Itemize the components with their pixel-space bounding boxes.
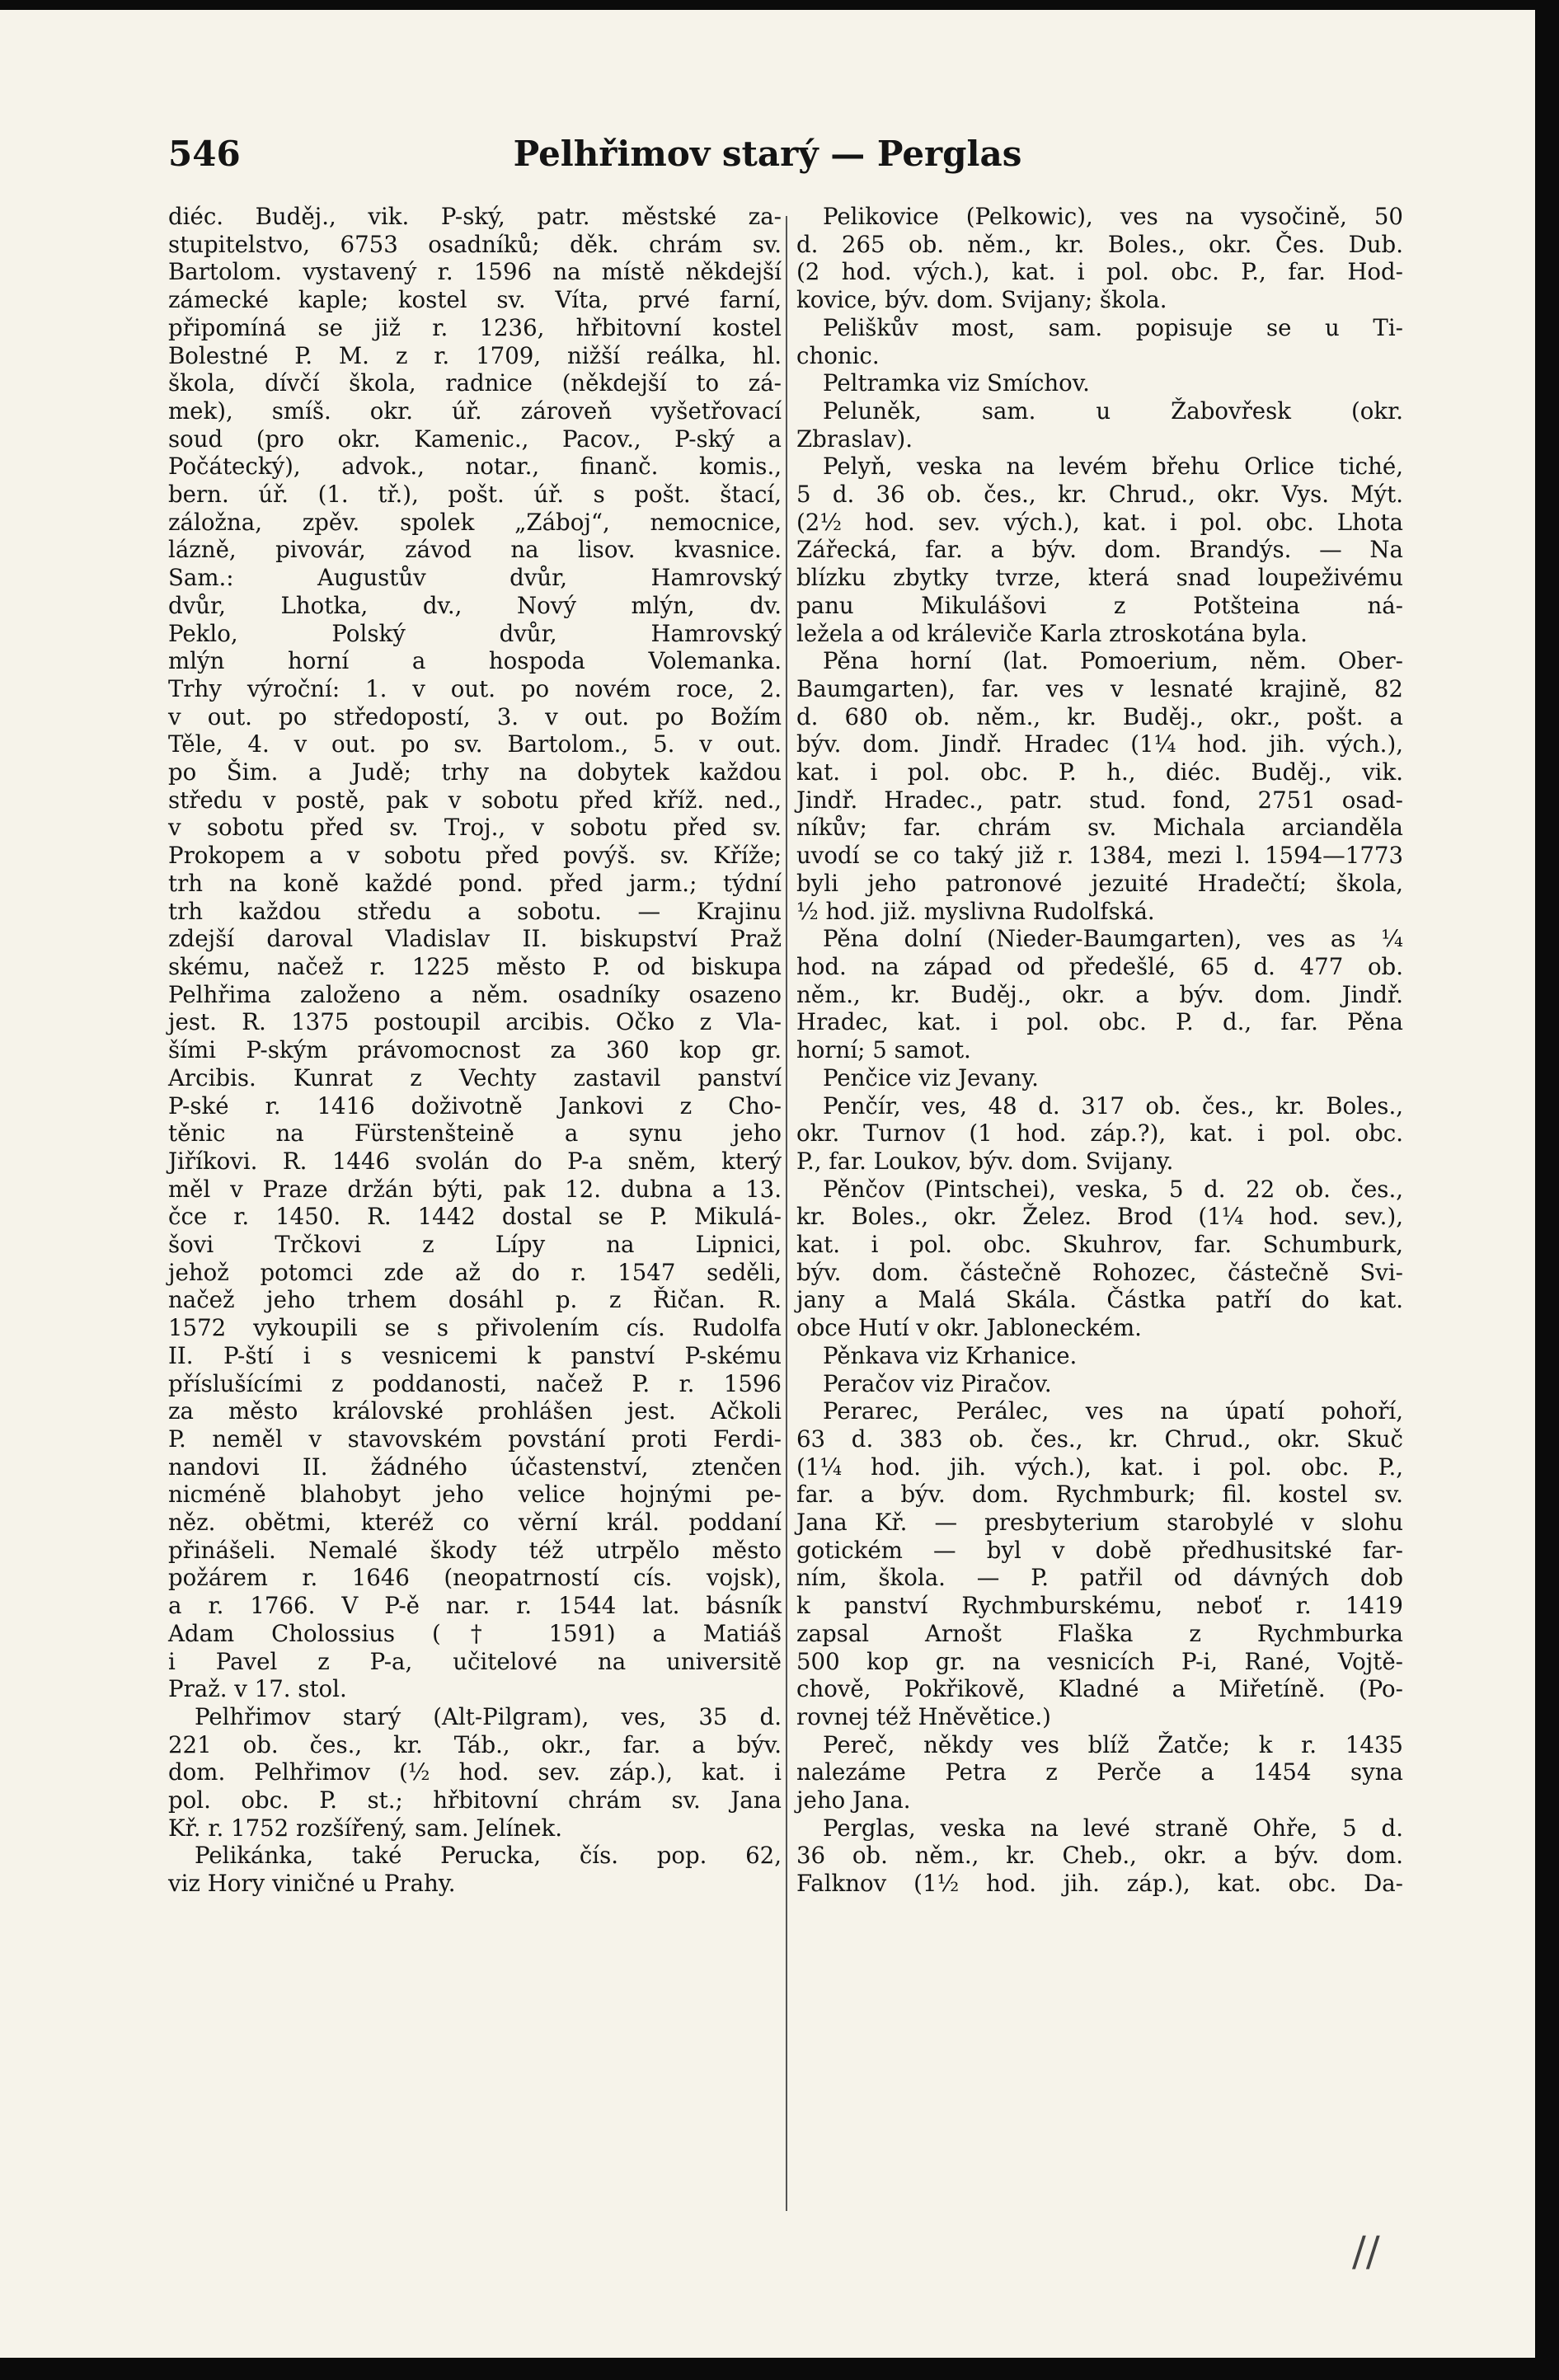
text-line: Trhy výroční: 1. v out. po novém roce, 2. [168, 674, 782, 702]
text-line: Hradec, kat. i pol. obc. P. d., far. Pěna [796, 1008, 1403, 1036]
text-line: středu v postě, pak v sobotu před kříž. ned., [168, 786, 782, 814]
text-line: (2 hod. vých.), kat. i pol. obc. P., far. Hod- [796, 258, 1403, 286]
text-line: trh na koně každé pond. před jarm.; týdní [168, 869, 782, 897]
text-line: jehož potomci zde až do r. 1547 seděli, [168, 1258, 782, 1286]
text-line: P. neměl v stavovském povstání proti Ferdi- [168, 1425, 782, 1453]
text-line: Pelikovice (Pelkowic), ves na vysočině, 50 [823, 203, 1403, 230]
text-line: Perarec, Perálec, ves na úpatí pohoří, [823, 1397, 1403, 1425]
text-line: požárem r. 1646 (neopatrností cís. vojsk), [168, 1564, 782, 1592]
text-line: lázně, pivovár, závod na lisov. kvasnice. [168, 536, 782, 564]
text-line: stupitelstvo, 6753 osadníků; děk. chrám sv. [168, 230, 782, 258]
text-line: Praž. v 17. stol. [168, 1675, 347, 1703]
text-line: níkův; far. chrám sv. Michala arcianděla [796, 814, 1403, 842]
text-line: horní; 5 samot. [796, 1036, 971, 1064]
text-line: soud (pro okr. Kamenic., Pacov., P-ský a [168, 425, 782, 453]
text-line: Kř. r. 1752 rozšířený, sam. Jelínek. [168, 1814, 563, 1842]
text-line: Sam.: Augustův dvůr, Hamrovský [168, 564, 782, 592]
text-line: Baumgarten), far. ves v lesnaté krajině, 82 [796, 674, 1403, 702]
text-line: Arcibis. Kunrat z Vechty zastavil panství [168, 1063, 782, 1091]
margin-pencil-marks: // [1352, 2227, 1380, 2275]
text-line: přinášeli. Nemalé škody též utrpělo město [168, 1536, 782, 1564]
text-line: Zbraslav). [796, 425, 913, 453]
text-line: d. 265 ob. něm., kr. Boles., okr. Čes. Dub. [796, 230, 1403, 258]
text-line: P-ské r. 1416 doživotně Jankovi z Cho- [168, 1091, 782, 1120]
text-line: příslušícími z poddanosti, načež P. r. 1596 [168, 1369, 782, 1397]
text-line: těnic na Fürstenšteině a synu jeho [168, 1120, 782, 1148]
text-line: Pěna dolní (Nieder-Baumgarten), ves as ¼ [823, 925, 1403, 953]
page-header [0, 134, 1535, 183]
text-line: jest. R. 1375 postoupil arcibis. Očko z Vla- [168, 1008, 782, 1036]
text-line: škola, dívčí škola, radnice (někdejší to zá- [168, 369, 782, 397]
text-line: rovnej též Hněvětice.) [796, 1702, 1051, 1730]
text-line: 221 ob. čes., kr. Táb., okr., far. a býv. [168, 1730, 782, 1758]
text-line: Prokopem a v sobotu před povýš. sv. Kříže; [168, 842, 782, 870]
text-line: Peračov viz Piračov. [823, 1369, 1052, 1397]
text-line: v sobotu před sv. Troj., v sobotu před sv. [168, 814, 782, 842]
text-line: P., far. Loukov, býv. dom. Svijany. [796, 1147, 1174, 1175]
text-line: Pěnčov (Pintschei), veska, 5 d. 22 ob. čes., [823, 1175, 1403, 1203]
text-line: nalezáme Petra z Perče a 1454 syna [796, 1758, 1403, 1786]
text-line: far. a býv. dom. Rychmburk; fil. kostel sv. [796, 1481, 1403, 1509]
text-line: 1572 vykoupili se s přivolením cís. Rudolfa [168, 1314, 782, 1342]
left-column [168, 203, 782, 1898]
text-line: mlýn horní a hospoda Volemanka. [168, 647, 782, 675]
text-line: ním, škola. — P. patřil od dávných dob [796, 1564, 1403, 1592]
text-line: chonic. [796, 341, 880, 369]
text-line: (2½ hod. sev. vých.), kat. i pol. obc. Lhota [796, 508, 1403, 536]
text-line: dom. Pelhřimov (½ hod. sev. záp.), kat. i [168, 1758, 782, 1786]
text-line: bern. úř. (1. tř.), pošt. úř. s pošt. štací, [168, 481, 782, 509]
text-line: dvůr, Lhotka, dv., Nový mlýn, dv. [168, 591, 782, 619]
text-line: něz. obětmi, kteréž co věrní král. poddaní [168, 1509, 782, 1537]
text-line: II. P-ští i s vesnicemi k panství P-skému [168, 1341, 782, 1369]
text-line: chově, Pokřikově, Kladné a Miřetíně. (Po- [796, 1675, 1403, 1703]
text-line: zámecké kaple; kostel sv. Víta, prvé farní, [168, 286, 782, 314]
text-line: Jana Kř. — presbyterium starobylé v slohu [796, 1509, 1403, 1537]
text-line: kat. i pol. obc. Skuhrov, far. Schumburk, [796, 1231, 1403, 1259]
text-line: i Pavel z P-a, učitelové na universitě [168, 1647, 782, 1675]
text-line: kat. i pol. obc. P. h., diéc. Buděj., vik. [796, 758, 1403, 786]
text-line: Pěnkava viz Krhanice. [823, 1341, 1078, 1369]
text-line: k panství Rychmburskému, neboť r. 1419 [796, 1592, 1403, 1620]
text-line: 5 d. 36 ob. čes., kr. Chrud., okr. Vys. Mýt. [796, 481, 1403, 509]
text-line: okr. Turnov (1 hod. záp.?), kat. i pol. obc. [796, 1120, 1403, 1148]
text-line: za město královské prohlášen jest. Ačkoli [168, 1397, 782, 1425]
page-number: 546 [168, 134, 241, 174]
text-line: Peliškův most, sam. popisuje se u Ti- [823, 313, 1403, 341]
text-line: zdejší daroval Vladislav II. biskupství Praž [168, 925, 782, 953]
text-line: viz Hory viničné u Prahy. [168, 1870, 456, 1898]
text-line: Pelhřimov starý (Alt-Pilgram), ves, 35 d. [195, 1702, 782, 1730]
text-line: Těle, 4. v out. po sv. Bartolom., 5. v out. [168, 730, 782, 758]
text-line: obce Hutí v okr. Jabloneckém. [796, 1314, 1142, 1342]
text-line: býv. dom. částečně Rohozec, částečně Svi- [796, 1258, 1403, 1286]
text-line: nicméně blahobyt jeho velice hojnými pe- [168, 1481, 782, 1509]
text-line: hod. na západ od předešlé, 65 d. 477 ob. [796, 952, 1403, 980]
text-line: Peltramka viz Smíchov. [823, 369, 1090, 397]
text-line: (1¼ hod. jih. vých.), kat. i pol. obc. P., [796, 1453, 1403, 1481]
right-column [796, 203, 1403, 1898]
text-line: Penčice viz Jevany. [823, 1063, 1039, 1091]
text-line: býv. dom. Jindř. Hradec (1¼ hod. jih. vých.), [796, 730, 1403, 758]
text-line: d. 680 ob. něm., kr. Buděj., okr., pošt. a [796, 702, 1403, 730]
text-line: skému, načež r. 1225 město P. od biskupa [168, 952, 782, 980]
text-line: Pereč, někdy ves blíž Žatče; k r. 1435 [823, 1730, 1403, 1758]
text-line: v out. po středopostí, 3. v out. po Božím [168, 702, 782, 730]
text-line: Peklo, Polský dvůr, Hamrovský [168, 619, 782, 647]
text-line: jany a Malá Skála. Částka patří do kat. [796, 1286, 1403, 1314]
text-line: Penčír, ves, 48 d. 317 ob. čes., kr. Boles., [823, 1091, 1403, 1120]
text-line: gotickém — byl v době předhusitské far- [796, 1536, 1403, 1564]
text-line: trh každou středu a sobotu. — Krajinu [168, 897, 782, 925]
text-line: Bolestné P. M. z r. 1709, nižší reálka, hl. [168, 341, 782, 369]
text-line: něm., kr. Buděj., okr. a býv. dom. Jindř. [796, 980, 1403, 1008]
text-line: mek), smíš. okr. úř. zároveň vyšetřovací [168, 397, 782, 425]
text-line: nandovi II. žádného účastenství, ztenčen [168, 1453, 782, 1481]
text-line: kovice, býv. dom. Svijany; škola. [796, 286, 1167, 314]
text-line: kr. Boles., okr. Želez. Brod (1¼ hod. sev.), [796, 1203, 1403, 1231]
text-line: záložna, zpěv. spolek „Záboj“, nemocnice, [168, 508, 782, 536]
text-line: 63 d. 383 ob. čes., kr. Chrud., okr. Skuč [796, 1425, 1403, 1453]
text-line: Falknov (1½ hod. jih. záp.), kat. obc. Da- [796, 1870, 1403, 1898]
text-line: šovi Trčkovi z Lípy na Lipnici, [168, 1231, 782, 1259]
text-line: Adam Cholossius († 1591) a Matiáš [168, 1619, 782, 1647]
text-line: Peluněk, sam. u Žabovřesk (okr. [823, 397, 1403, 425]
text-line: čce r. 1450. R. 1442 dostal se P. Mikulá- [168, 1203, 782, 1231]
text-line: připomíná se již r. 1236, hřbitovní kostel [168, 313, 782, 341]
text-line: 36 ob. něm., kr. Cheb., okr. a býv. dom. [796, 1842, 1403, 1870]
text-line: ležela a od králeviče Karla ztroskotána byla. [796, 619, 1308, 647]
text-line: Pelyň, veska na levém břehu Orlice tiché, [823, 453, 1403, 481]
text-line: Jindř. Hradec., patr. stud. fond, 2751 osad- [796, 786, 1403, 814]
text-line: Jiříkovi. R. 1446 svolán do P-a sněm, který [168, 1147, 782, 1175]
text-line: po Šim. a Judě; trhy na dobytek každou [168, 758, 782, 786]
text-line: panu Mikulášovi z Potšteina ná- [796, 591, 1403, 619]
text-line: pol. obc. P. st.; hřbitovní chrám sv. Jana [168, 1786, 782, 1814]
text-line: šími P-ským právomocnost za 360 kop gr. [168, 1036, 782, 1064]
text-line: diéc. Buděj., vik. P-ský, patr. městské za- [168, 203, 782, 230]
text-line: ½ hod. již. myslivna Rudolfská. [796, 897, 1155, 925]
text-line: Pelhřima založeno a něm. osadníky osazeno [168, 980, 782, 1008]
text-line: byli jeho patronové jezuité Hradečtí; škola, [796, 869, 1403, 897]
text-line: Zářecká, far. a býv. dom. Brandýs. — Na [796, 536, 1403, 564]
text-line: načež jeho trhem dosáhl p. z Řičan. R. [168, 1286, 782, 1314]
column-divider [786, 216, 787, 2211]
text-line: Perglas, veska na levé straně Ohře, 5 d. [823, 1814, 1403, 1842]
running-title: Pelhřimov starý — Perglas [513, 134, 1022, 174]
text-line: uvodí se co taký již r. 1384, mezi l. 1594—1773 [796, 842, 1403, 870]
text-line: zapsal Arnošt Flaška z Rychmburka [796, 1619, 1403, 1647]
text-line: Počátecký), advok., notar., finanč. komis., [168, 453, 782, 481]
text-line: měl v Praze držán býti, pak 12. dubna a 13. [168, 1175, 782, 1203]
text-line: Pelikánka, také Perucka, čís. pop. 62, [195, 1842, 782, 1870]
text-line: 500 kop gr. na vesnicích P-i, Rané, Vojtě- [796, 1647, 1403, 1675]
text-line: a r. 1766. V P-ě nar. r. 1544 lat. básník [168, 1592, 782, 1620]
text-line: Pěna horní (lat. Pomoerium, něm. Ober- [823, 647, 1403, 675]
text-line: jeho Jana. [796, 1786, 911, 1814]
text-line: blízku zbytky tvrze, která snad loupeživému [796, 564, 1403, 592]
book-page [0, 10, 1535, 2358]
text-line: Bartolom. vystavený r. 1596 na místě někdejší [168, 258, 782, 286]
